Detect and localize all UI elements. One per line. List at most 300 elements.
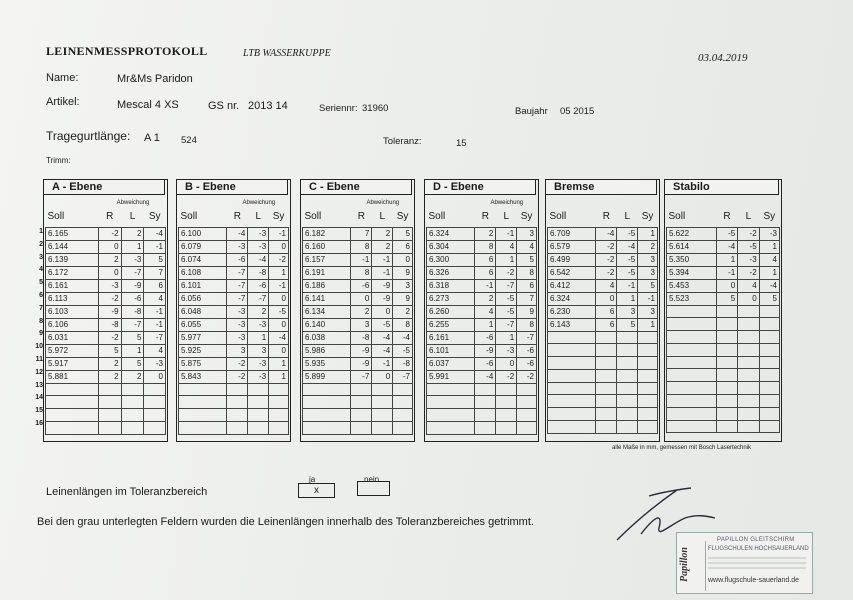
deviation-cell[interactable]: [248, 383, 269, 396]
deviation-cell[interactable]: -4: [372, 331, 393, 344]
soll-cell[interactable]: 6.324: [548, 292, 596, 305]
deviation-cell[interactable]: 4: [144, 292, 166, 305]
deviation-cell[interactable]: -2: [227, 370, 248, 383]
soll-cell[interactable]: 6.113: [46, 292, 99, 305]
deviation-cell[interactable]: 2: [98, 370, 121, 383]
soll-cell[interactable]: 6.499: [548, 253, 596, 266]
deviation-cell[interactable]: [759, 305, 779, 318]
deviation-cell[interactable]: 2: [98, 357, 121, 370]
deviation-cell[interactable]: [759, 369, 779, 382]
deviation-cell[interactable]: [738, 369, 759, 382]
deviation-cell[interactable]: 6: [517, 279, 537, 292]
deviation-cell[interactable]: -8: [351, 331, 372, 344]
soll-cell[interactable]: 6.412: [548, 279, 596, 292]
soll-cell[interactable]: [548, 344, 596, 357]
deviation-cell[interactable]: -7: [121, 266, 144, 279]
deviation-cell[interactable]: -4: [617, 240, 638, 253]
deviation-cell[interactable]: 1: [121, 344, 144, 357]
deviation-cell[interactable]: 6: [144, 279, 166, 292]
deviation-cell[interactable]: 5: [98, 344, 121, 357]
deviation-cell[interactable]: 1: [269, 357, 289, 370]
deviation-cell[interactable]: 0: [351, 292, 372, 305]
deviation-cell[interactable]: [372, 421, 393, 434]
deviation-cell[interactable]: -7: [351, 370, 372, 383]
ja-checkbox[interactable]: x: [298, 483, 335, 498]
deviation-cell[interactable]: 2: [351, 305, 372, 318]
deviation-cell[interactable]: 2: [372, 240, 393, 253]
deviation-cell[interactable]: -6: [227, 253, 248, 266]
soll-cell[interactable]: 6.108: [179, 266, 227, 279]
deviation-cell[interactable]: -8: [121, 305, 144, 318]
deviation-cell[interactable]: [596, 357, 617, 370]
soll-cell[interactable]: 5.843: [179, 370, 227, 383]
deviation-cell[interactable]: -5: [617, 266, 638, 279]
deviation-cell[interactable]: -9: [372, 292, 393, 305]
deviation-cell[interactable]: 6: [596, 318, 617, 331]
deviation-cell[interactable]: [121, 421, 144, 434]
deviation-cell[interactable]: [144, 396, 166, 409]
deviation-cell[interactable]: -4: [759, 279, 779, 292]
deviation-cell[interactable]: [617, 331, 638, 344]
soll-cell[interactable]: 6.140: [303, 318, 351, 331]
deviation-cell[interactable]: 5: [617, 318, 638, 331]
deviation-cell[interactable]: 3: [638, 253, 658, 266]
deviation-cell[interactable]: [144, 421, 166, 434]
deviation-cell[interactable]: [738, 356, 759, 369]
deviation-cell[interactable]: 7: [517, 292, 537, 305]
deviation-cell[interactable]: -7: [496, 318, 517, 331]
deviation-cell[interactable]: [227, 421, 248, 434]
deviation-cell[interactable]: [227, 409, 248, 422]
deviation-cell[interactable]: [269, 421, 289, 434]
deviation-cell[interactable]: 6: [596, 305, 617, 318]
deviation-cell[interactable]: 8: [517, 318, 537, 331]
deviation-cell[interactable]: [393, 421, 413, 434]
deviation-cell[interactable]: 5: [638, 279, 658, 292]
soll-cell[interactable]: [667, 318, 717, 331]
deviation-cell[interactable]: 0: [269, 344, 289, 357]
soll-cell[interactable]: [427, 396, 475, 409]
deviation-cell[interactable]: -2: [98, 292, 121, 305]
deviation-cell[interactable]: -3: [227, 240, 248, 253]
deviation-cell[interactable]: [759, 356, 779, 369]
deviation-cell[interactable]: [716, 331, 737, 344]
soll-cell[interactable]: 6.038: [303, 331, 351, 344]
soll-cell[interactable]: 6.103: [46, 305, 99, 318]
soll-cell[interactable]: 5.881: [46, 370, 99, 383]
deviation-cell[interactable]: [98, 383, 121, 396]
deviation-cell[interactable]: -3: [759, 227, 779, 240]
deviation-cell[interactable]: -4: [716, 240, 737, 253]
soll-cell[interactable]: 5.622: [667, 227, 717, 240]
deviation-cell[interactable]: 7: [144, 266, 166, 279]
soll-cell[interactable]: [667, 395, 717, 408]
deviation-cell[interactable]: -7: [496, 279, 517, 292]
deviation-cell[interactable]: -5: [716, 227, 737, 240]
deviation-cell[interactable]: -2: [227, 357, 248, 370]
deviation-cell[interactable]: [638, 408, 658, 421]
soll-cell[interactable]: 6.326: [427, 266, 475, 279]
deviation-cell[interactable]: -5: [617, 227, 638, 240]
soll-cell[interactable]: [667, 382, 717, 395]
deviation-cell[interactable]: [596, 331, 617, 344]
deviation-cell[interactable]: 0: [372, 370, 393, 383]
deviation-cell[interactable]: -7: [144, 331, 166, 344]
deviation-cell[interactable]: -9: [475, 344, 496, 357]
deviation-cell[interactable]: 1: [269, 266, 289, 279]
deviation-cell[interactable]: 5: [121, 331, 144, 344]
soll-cell[interactable]: [46, 409, 99, 422]
deviation-cell[interactable]: 4: [759, 253, 779, 266]
deviation-cell[interactable]: -8: [393, 357, 413, 370]
deviation-cell[interactable]: [475, 396, 496, 409]
deviation-cell[interactable]: [248, 421, 269, 434]
deviation-cell[interactable]: -9: [372, 279, 393, 292]
deviation-cell[interactable]: 3: [638, 266, 658, 279]
deviation-cell[interactable]: 2: [121, 227, 144, 240]
soll-cell[interactable]: [548, 369, 596, 382]
deviation-cell[interactable]: [269, 396, 289, 409]
deviation-cell[interactable]: [496, 383, 517, 396]
soll-cell[interactable]: 5.875: [179, 357, 227, 370]
deviation-cell[interactable]: -3: [496, 344, 517, 357]
deviation-cell[interactable]: -4: [475, 370, 496, 383]
soll-cell[interactable]: 6.304: [427, 240, 475, 253]
soll-cell[interactable]: [303, 396, 351, 409]
deviation-cell[interactable]: [738, 395, 759, 408]
deviation-cell[interactable]: [638, 331, 658, 344]
deviation-cell[interactable]: [351, 421, 372, 434]
soll-cell[interactable]: 6.161: [427, 331, 475, 344]
soll-cell[interactable]: [548, 357, 596, 370]
soll-cell[interactable]: 6.143: [548, 318, 596, 331]
deviation-cell[interactable]: -7: [517, 331, 537, 344]
deviation-cell[interactable]: [596, 369, 617, 382]
deviation-cell[interactable]: -5: [269, 305, 289, 318]
soll-cell[interactable]: 6.182: [303, 227, 351, 240]
deviation-cell[interactable]: 2: [121, 370, 144, 383]
deviation-cell[interactable]: -2: [496, 370, 517, 383]
deviation-cell[interactable]: [596, 395, 617, 408]
deviation-cell[interactable]: 8: [351, 266, 372, 279]
deviation-cell[interactable]: 1: [759, 266, 779, 279]
deviation-cell[interactable]: -7: [227, 292, 248, 305]
deviation-cell[interactable]: 2: [475, 292, 496, 305]
deviation-cell[interactable]: [351, 396, 372, 409]
deviation-cell[interactable]: 0: [98, 240, 121, 253]
deviation-cell[interactable]: [716, 356, 737, 369]
deviation-cell[interactable]: [716, 407, 737, 420]
deviation-cell[interactable]: -4: [393, 331, 413, 344]
deviation-cell[interactable]: -3: [248, 240, 269, 253]
deviation-cell[interactable]: -3: [248, 357, 269, 370]
soll-cell[interactable]: 5.991: [427, 370, 475, 383]
deviation-cell[interactable]: 1: [496, 331, 517, 344]
soll-cell[interactable]: [667, 356, 717, 369]
deviation-cell[interactable]: 1: [496, 253, 517, 266]
deviation-cell[interactable]: [759, 318, 779, 331]
deviation-cell[interactable]: 5: [393, 227, 413, 240]
soll-cell[interactable]: [46, 396, 99, 409]
deviation-cell[interactable]: -3: [227, 318, 248, 331]
soll-cell[interactable]: [548, 331, 596, 344]
deviation-cell[interactable]: -7: [227, 279, 248, 292]
deviation-cell[interactable]: [759, 343, 779, 356]
deviation-cell[interactable]: [759, 407, 779, 420]
deviation-cell[interactable]: -4: [372, 344, 393, 357]
deviation-cell[interactable]: 8: [517, 266, 537, 279]
deviation-cell[interactable]: -2: [496, 266, 517, 279]
soll-cell[interactable]: 6.101: [179, 279, 227, 292]
deviation-cell[interactable]: -4: [248, 253, 269, 266]
deviation-cell[interactable]: [517, 396, 537, 409]
deviation-cell[interactable]: [596, 382, 617, 395]
soll-cell[interactable]: 6.191: [303, 266, 351, 279]
deviation-cell[interactable]: [617, 408, 638, 421]
soll-cell[interactable]: [667, 331, 717, 344]
deviation-cell[interactable]: -5: [393, 344, 413, 357]
deviation-cell[interactable]: [617, 344, 638, 357]
deviation-cell[interactable]: 8: [393, 318, 413, 331]
soll-cell[interactable]: [179, 409, 227, 422]
soll-cell[interactable]: 5.917: [46, 357, 99, 370]
soll-cell[interactable]: 5.899: [303, 370, 351, 383]
deviation-cell[interactable]: 5: [144, 253, 166, 266]
deviation-cell[interactable]: [759, 395, 779, 408]
deviation-cell[interactable]: 7: [351, 227, 372, 240]
deviation-cell[interactable]: 6: [475, 253, 496, 266]
deviation-cell[interactable]: -3: [738, 253, 759, 266]
soll-cell[interactable]: 6.160: [303, 240, 351, 253]
deviation-cell[interactable]: 2: [98, 253, 121, 266]
soll-cell[interactable]: 5.350: [667, 253, 717, 266]
soll-cell[interactable]: [427, 421, 475, 434]
deviation-cell[interactable]: -6: [517, 344, 537, 357]
soll-cell[interactable]: [46, 421, 99, 434]
deviation-cell[interactable]: [98, 421, 121, 434]
deviation-cell[interactable]: [351, 409, 372, 422]
deviation-cell[interactable]: 6: [393, 240, 413, 253]
soll-cell[interactable]: 6.260: [427, 305, 475, 318]
deviation-cell[interactable]: -1: [475, 279, 496, 292]
deviation-cell[interactable]: -1: [716, 266, 737, 279]
deviation-cell[interactable]: 8: [351, 240, 372, 253]
deviation-cell[interactable]: -7: [121, 318, 144, 331]
soll-cell[interactable]: [427, 383, 475, 396]
deviation-cell[interactable]: 5: [716, 292, 737, 305]
deviation-cell[interactable]: -2: [596, 240, 617, 253]
soll-cell[interactable]: [427, 409, 475, 422]
soll-cell[interactable]: 6.579: [548, 240, 596, 253]
soll-cell[interactable]: 5.935: [303, 357, 351, 370]
deviation-cell[interactable]: 9: [393, 266, 413, 279]
deviation-cell[interactable]: -2: [596, 253, 617, 266]
deviation-cell[interactable]: -5: [617, 253, 638, 266]
deviation-cell[interactable]: [638, 344, 658, 357]
soll-cell[interactable]: 6.079: [179, 240, 227, 253]
soll-cell[interactable]: [548, 395, 596, 408]
deviation-cell[interactable]: [716, 420, 737, 433]
deviation-cell[interactable]: -3: [248, 318, 269, 331]
deviation-cell[interactable]: [738, 331, 759, 344]
soll-cell[interactable]: [303, 409, 351, 422]
soll-cell[interactable]: 6.100: [179, 227, 227, 240]
deviation-cell[interactable]: -8: [98, 318, 121, 331]
deviation-cell[interactable]: [144, 409, 166, 422]
deviation-cell[interactable]: [496, 409, 517, 422]
deviation-cell[interactable]: [617, 369, 638, 382]
deviation-cell[interactable]: 0: [738, 292, 759, 305]
deviation-cell[interactable]: [475, 409, 496, 422]
deviation-cell[interactable]: 1: [716, 253, 737, 266]
deviation-cell[interactable]: -1: [269, 227, 289, 240]
deviation-cell[interactable]: 0: [372, 305, 393, 318]
deviation-cell[interactable]: [98, 396, 121, 409]
deviation-cell[interactable]: [738, 420, 759, 433]
deviation-cell[interactable]: 1: [638, 318, 658, 331]
soll-cell[interactable]: [179, 383, 227, 396]
deviation-cell[interactable]: [248, 409, 269, 422]
deviation-cell[interactable]: [248, 396, 269, 409]
deviation-cell[interactable]: [98, 409, 121, 422]
deviation-cell[interactable]: [596, 421, 617, 434]
deviation-cell[interactable]: -6: [248, 279, 269, 292]
deviation-cell[interactable]: 2: [393, 305, 413, 318]
soll-cell[interactable]: 5.453: [667, 279, 717, 292]
deviation-cell[interactable]: [716, 395, 737, 408]
deviation-cell[interactable]: -7: [248, 292, 269, 305]
soll-cell[interactable]: 6.141: [303, 292, 351, 305]
deviation-cell[interactable]: 4: [596, 279, 617, 292]
deviation-cell[interactable]: [144, 383, 166, 396]
soll-cell[interactable]: 6.074: [179, 253, 227, 266]
soll-cell[interactable]: 5.925: [179, 344, 227, 357]
soll-cell[interactable]: 6.055: [179, 318, 227, 331]
deviation-cell[interactable]: [716, 318, 737, 331]
soll-cell[interactable]: 6.273: [427, 292, 475, 305]
deviation-cell[interactable]: 0: [269, 318, 289, 331]
soll-cell[interactable]: 6.134: [303, 305, 351, 318]
deviation-cell[interactable]: -2: [517, 370, 537, 383]
deviation-cell[interactable]: [393, 396, 413, 409]
soll-cell[interactable]: 6.144: [46, 240, 99, 253]
deviation-cell[interactable]: -5: [496, 305, 517, 318]
deviation-cell[interactable]: -4: [596, 227, 617, 240]
deviation-cell[interactable]: 1: [759, 240, 779, 253]
deviation-cell[interactable]: [617, 421, 638, 434]
deviation-cell[interactable]: [759, 420, 779, 433]
deviation-cell[interactable]: 1: [248, 331, 269, 344]
deviation-cell[interactable]: [517, 383, 537, 396]
deviation-cell[interactable]: -1: [144, 318, 166, 331]
deviation-cell[interactable]: -1: [372, 266, 393, 279]
deviation-cell[interactable]: [372, 396, 393, 409]
deviation-cell[interactable]: -9: [351, 357, 372, 370]
deviation-cell[interactable]: -4: [227, 227, 248, 240]
soll-cell[interactable]: [667, 407, 717, 420]
soll-cell[interactable]: 6.161: [46, 279, 99, 292]
soll-cell[interactable]: 5.972: [46, 344, 99, 357]
deviation-cell[interactable]: -1: [496, 227, 517, 240]
deviation-cell[interactable]: [596, 344, 617, 357]
soll-cell[interactable]: [548, 421, 596, 434]
deviation-cell[interactable]: 4: [144, 344, 166, 357]
deviation-cell[interactable]: [517, 409, 537, 422]
deviation-cell[interactable]: 1: [475, 318, 496, 331]
deviation-cell[interactable]: [638, 382, 658, 395]
soll-cell[interactable]: 6.318: [427, 279, 475, 292]
soll-cell[interactable]: 5.977: [179, 331, 227, 344]
deviation-cell[interactable]: -9: [351, 344, 372, 357]
soll-cell[interactable]: 6.542: [548, 266, 596, 279]
soll-cell[interactable]: 6.139: [46, 253, 99, 266]
deviation-cell[interactable]: [716, 369, 737, 382]
deviation-cell[interactable]: -3: [227, 331, 248, 344]
deviation-cell[interactable]: -6: [351, 279, 372, 292]
deviation-cell[interactable]: 4: [738, 279, 759, 292]
deviation-cell[interactable]: -2: [269, 253, 289, 266]
deviation-cell[interactable]: 1: [269, 370, 289, 383]
deviation-cell[interactable]: -1: [638, 292, 658, 305]
deviation-cell[interactable]: 5: [759, 292, 779, 305]
soll-cell[interactable]: 5.614: [667, 240, 717, 253]
deviation-cell[interactable]: 3: [517, 227, 537, 240]
deviation-cell[interactable]: [617, 357, 638, 370]
deviation-cell[interactable]: 3: [248, 344, 269, 357]
deviation-cell[interactable]: -8: [248, 266, 269, 279]
deviation-cell[interactable]: 0: [496, 357, 517, 370]
soll-cell[interactable]: 6.300: [427, 253, 475, 266]
deviation-cell[interactable]: [475, 383, 496, 396]
deviation-cell[interactable]: [496, 421, 517, 434]
deviation-cell[interactable]: -9: [98, 305, 121, 318]
deviation-cell[interactable]: -3: [121, 253, 144, 266]
deviation-cell[interactable]: 0: [98, 266, 121, 279]
deviation-cell[interactable]: [738, 382, 759, 395]
deviation-cell[interactable]: -4: [144, 227, 166, 240]
deviation-cell[interactable]: [351, 383, 372, 396]
deviation-cell[interactable]: -2: [738, 227, 759, 240]
soll-cell[interactable]: [303, 383, 351, 396]
soll-cell[interactable]: 6.106: [46, 318, 99, 331]
deviation-cell[interactable]: [638, 395, 658, 408]
deviation-cell[interactable]: [393, 409, 413, 422]
deviation-cell[interactable]: -6: [475, 357, 496, 370]
deviation-cell[interactable]: 3: [638, 305, 658, 318]
deviation-cell[interactable]: 0: [393, 253, 413, 266]
deviation-cell[interactable]: 3: [393, 279, 413, 292]
deviation-cell[interactable]: -6: [475, 331, 496, 344]
deviation-cell[interactable]: [596, 408, 617, 421]
deviation-cell[interactable]: [738, 305, 759, 318]
deviation-cell[interactable]: -1: [144, 240, 166, 253]
soll-cell[interactable]: [179, 421, 227, 434]
soll-cell[interactable]: 5.394: [667, 266, 717, 279]
deviation-cell[interactable]: -9: [121, 279, 144, 292]
deviation-cell[interactable]: [617, 395, 638, 408]
deviation-cell[interactable]: [227, 383, 248, 396]
deviation-cell[interactable]: 2: [248, 305, 269, 318]
deviation-cell[interactable]: [121, 396, 144, 409]
soll-cell[interactable]: 6.048: [179, 305, 227, 318]
deviation-cell[interactable]: [617, 382, 638, 395]
soll-cell[interactable]: 6.031: [46, 331, 99, 344]
deviation-cell[interactable]: -3: [248, 370, 269, 383]
deviation-cell[interactable]: 2: [638, 240, 658, 253]
soll-cell[interactable]: 6.324: [427, 227, 475, 240]
deviation-cell[interactable]: 2: [372, 227, 393, 240]
deviation-cell[interactable]: [372, 409, 393, 422]
